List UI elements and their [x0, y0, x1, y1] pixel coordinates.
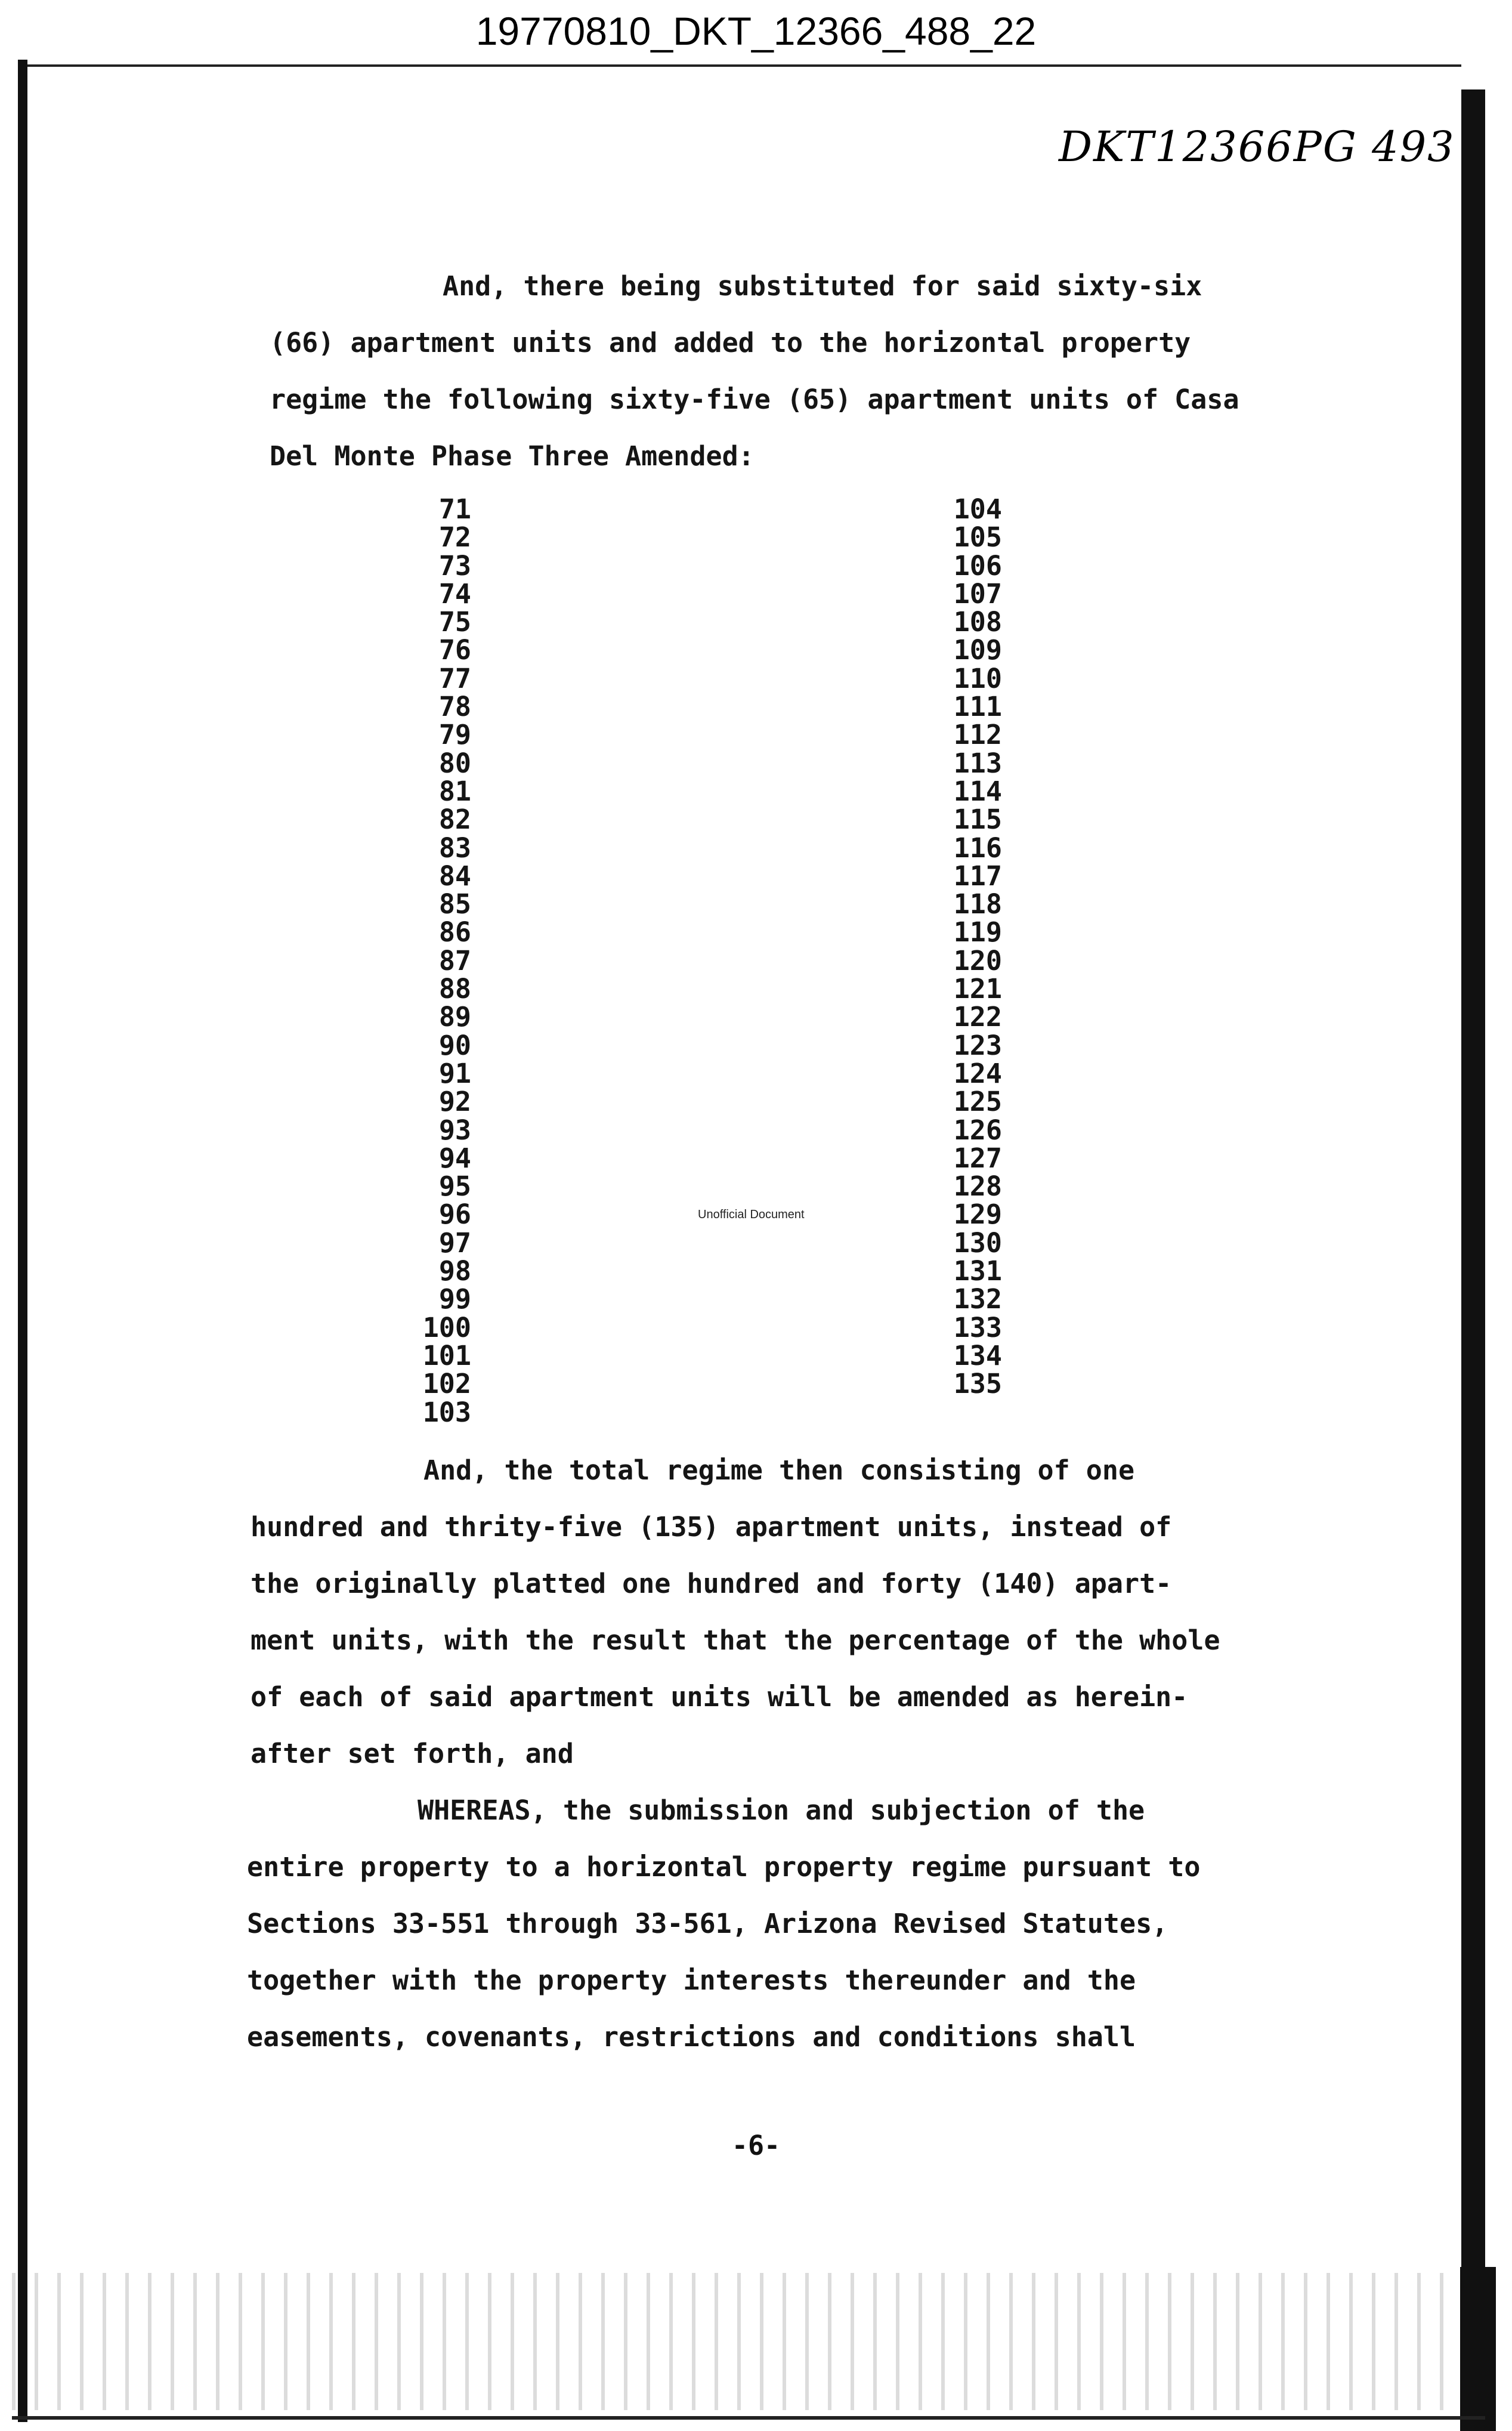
unit-number: 119: [953, 916, 1002, 949]
unit-number: 107: [953, 577, 1002, 610]
paragraph3-line: Sections 33-551 through 33-561, Arizona Revised Statutes,: [247, 1908, 1168, 1939]
unit-number: 93: [438, 1114, 471, 1146]
scan-right-edge-lower: [1460, 2267, 1496, 2431]
unit-number: 133: [953, 1311, 1002, 1343]
scan-bottom-edge: [12, 2416, 1485, 2420]
unit-number: 102: [422, 1368, 471, 1400]
unit-number: 129: [953, 1198, 1002, 1231]
unit-number: 131: [953, 1255, 1002, 1287]
unit-number: 103: [422, 1396, 471, 1428]
unit-number: 80: [438, 747, 471, 779]
scan-right-edge: [1461, 89, 1485, 2267]
unit-number: 101: [422, 1339, 471, 1372]
unit-number: 125: [953, 1086, 1002, 1118]
unit-number: 110: [953, 662, 1002, 694]
unit-number: 121: [953, 973, 1002, 1005]
unit-number: 89: [438, 1001, 471, 1033]
paragraph1-line: regime the following sixty-five (65) apartment units of Casa: [270, 384, 1239, 415]
scan-left-edge: [18, 60, 27, 2422]
scan-top-edge: [27, 64, 1461, 67]
paragraph2-line: after set forth, and: [251, 1738, 574, 1769]
unit-number: 87: [438, 944, 471, 977]
unit-number: 88: [438, 973, 471, 1005]
unit-number: 92: [438, 1086, 471, 1118]
scan-noise: [12, 2273, 1455, 2410]
unit-number: 112: [953, 719, 1002, 751]
unit-number: 134: [953, 1339, 1002, 1372]
unit-number: 72: [438, 521, 471, 554]
unit-number: 132: [953, 1283, 1002, 1315]
unit-number: 74: [438, 577, 471, 610]
unit-number: 75: [438, 606, 471, 638]
unit-number: 122: [953, 1001, 1002, 1033]
unit-number: 86: [438, 916, 471, 949]
unit-number: 123: [953, 1029, 1002, 1061]
unit-number: 100: [422, 1311, 471, 1343]
paragraph3-line: together with the property interests thereunder and the: [247, 1964, 1136, 1996]
unit-number: 79: [438, 719, 471, 751]
document-id: 19770810_DKT_12366_488_22: [475, 9, 1037, 53]
unit-number: 128: [953, 1170, 1002, 1203]
unit-number: 85: [438, 888, 471, 920]
unit-number: 94: [438, 1142, 471, 1174]
unit-number: 130: [953, 1227, 1002, 1259]
unit-number: 73: [438, 549, 471, 582]
unit-number: 78: [438, 691, 471, 723]
unit-number: 124: [953, 1057, 1002, 1089]
paragraph1-line: And, there being substituted for said sixty-six: [443, 270, 1202, 302]
paragraph2-line: And, the total regime then consisting of one: [423, 1454, 1135, 1486]
unit-number: 82: [438, 804, 471, 836]
unit-number: 97: [438, 1227, 471, 1259]
unit-number: 91: [438, 1057, 471, 1089]
paragraph3-line: entire property to a horizontal property regime pursuant to: [247, 1851, 1201, 1883]
unit-number: 96: [438, 1198, 471, 1231]
paragraph1-line: Del Monte Phase Three Amended:: [270, 440, 755, 472]
paragraph3-line: easements, covenants, restrictions and conditions shall: [247, 2021, 1136, 2053]
unit-number: 71: [438, 493, 471, 525]
unit-number: 105: [953, 521, 1002, 554]
unit-number: 90: [438, 1029, 471, 1061]
unit-number: 114: [953, 775, 1002, 807]
unit-number: 108: [953, 606, 1002, 638]
unit-number: 127: [953, 1142, 1002, 1174]
recording-stamp: DKT12366PG 493: [1059, 122, 1455, 171]
paragraph1-line: (66) apartment units and added to the horizontal property: [270, 327, 1191, 359]
unit-number: 99: [438, 1283, 471, 1315]
unit-number: 111: [953, 691, 1002, 723]
paragraph2-line: ment units, with the result that the percentage of the whole: [251, 1624, 1220, 1656]
unit-list-right: [895, 495, 1002, 1398]
unit-number: 116: [953, 832, 1002, 864]
unit-number: 95: [438, 1170, 471, 1203]
paragraph2-line: of each of said apartment units will be amended as herein-: [251, 1681, 1188, 1713]
paragraph2-line: hundred and thrity-five (135) apartment units, instead of: [251, 1511, 1172, 1543]
unit-number: 98: [438, 1255, 471, 1287]
paragraph3-line: WHEREAS, the submission and subjection of the: [418, 1794, 1145, 1826]
unit-number: 120: [953, 944, 1002, 977]
unit-number: 117: [953, 860, 1002, 892]
paragraph2-line: the originally platted one hundred and forty (140) apart-: [251, 1568, 1172, 1599]
unit-list-left: [382, 495, 471, 1426]
unit-number: 81: [438, 775, 471, 807]
unit-number: 109: [953, 634, 1002, 666]
unit-number: 113: [953, 747, 1002, 779]
page-number: -6-: [731, 2130, 781, 2161]
unit-number: 83: [438, 832, 471, 864]
unit-number: 77: [438, 662, 471, 694]
unit-number: 106: [953, 549, 1002, 582]
unit-number: 135: [953, 1368, 1002, 1400]
unit-number: 115: [953, 804, 1002, 836]
unit-number: 126: [953, 1114, 1002, 1146]
unit-number: 84: [438, 860, 471, 892]
unit-number: 118: [953, 888, 1002, 920]
unit-number: 104: [953, 493, 1002, 525]
unofficial-watermark: Unofficial Document: [698, 1208, 805, 1221]
unit-number: 76: [438, 634, 471, 666]
